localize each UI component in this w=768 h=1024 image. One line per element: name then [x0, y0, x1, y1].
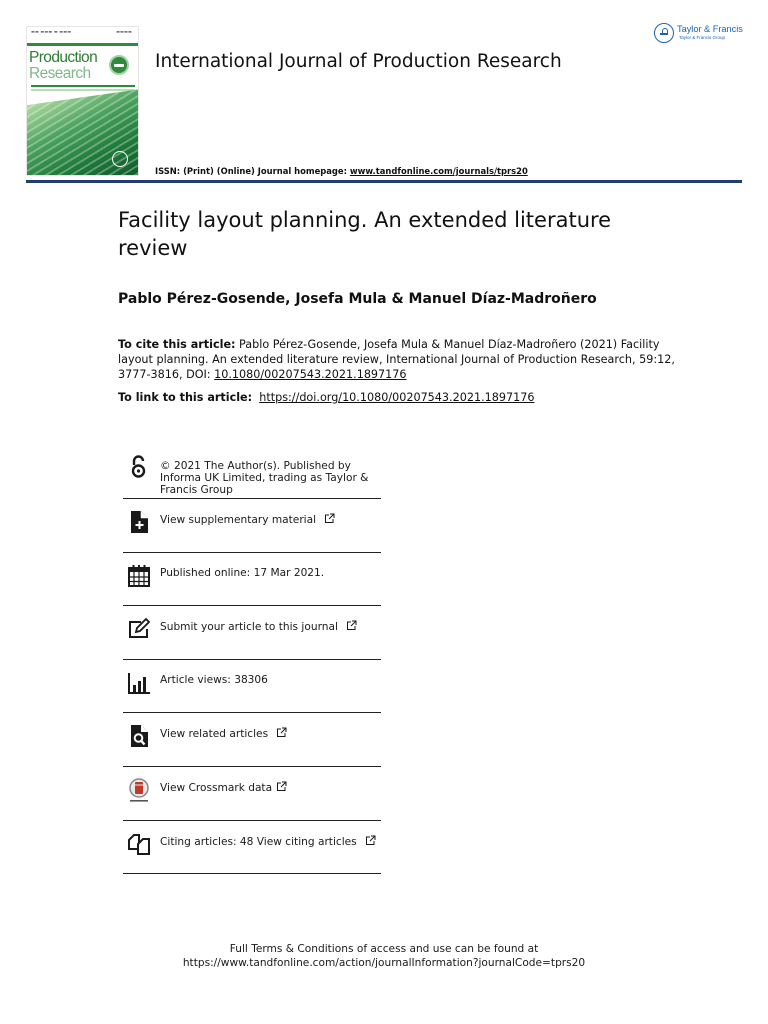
add-file-icon — [127, 510, 151, 534]
bar-chart-icon — [127, 671, 151, 695]
search-document-icon — [127, 724, 151, 748]
article-info-list — [123, 450, 381, 874]
external-link-icon — [276, 781, 287, 792]
cite-text: Pablo Pérez-Gosende, Josefa Mula & Manuel Díaz-Madroñero (2021) Facility layout planning. An extended literature review, International Journal of Production Research, 59:12, 3777-3816, DOI: — [118, 338, 675, 382]
views-item — [123, 660, 381, 714]
submit-article-link[interactable]: Submit your article to this journal — [160, 621, 338, 634]
citing-articles-link[interactable]: Citing articles: 48 View citing articles — [160, 835, 357, 848]
terms-text: Full Terms & Conditions of access and use can be found at — [229, 943, 539, 955]
journal-cover-image — [26, 26, 139, 176]
external-link-icon — [276, 727, 287, 738]
article-views: Article views: 38306 — [160, 673, 268, 686]
crossmark-item[interactable] — [123, 767, 381, 821]
article-doi-link[interactable]: https://doi.org/10.1080/00207543.2021.1897176 — [259, 391, 535, 404]
open-access-item — [123, 450, 381, 499]
article-authors: Pablo Pérez-Gosende, Josefa Mula & Manuel Díaz-Madroñero — [118, 291, 597, 307]
cover-issn-line: ▬▬▬▬ — [116, 29, 132, 34]
open-access-icon — [127, 454, 151, 478]
header-divider — [26, 180, 742, 183]
supplementary-link[interactable]: View supplementary material — [160, 514, 317, 526]
cover-publisher-icon — [112, 151, 128, 167]
cite-doi-link[interactable]: 10.1080/00207543.2021.1897176 — [214, 368, 407, 382]
journal-title: International Journal of Production Research — [155, 51, 562, 72]
taylor-francis-logo[interactable] — [653, 21, 753, 47]
submit-item[interactable] — [123, 606, 381, 660]
publisher-name: Taylor & Francis — [677, 24, 743, 34]
external-link-icon — [324, 513, 335, 524]
cover-title-word2: Research — [29, 65, 91, 82]
cover-stripe — [31, 85, 135, 87]
external-link-icon — [346, 620, 357, 631]
supplementary-item[interactable] — [123, 499, 381, 553]
published-item — [123, 553, 381, 607]
citing-item[interactable] — [123, 821, 381, 875]
cover-band — [27, 43, 138, 46]
external-link-icon — [365, 835, 376, 846]
terms-url[interactable]: https://www.tandfonline.com/action/journalInformation?journalCode=tprs20 — [182, 957, 586, 969]
cover-stripe-light — [31, 89, 135, 91]
journal-homepage-link[interactable]: www.tandfonline.com/journals/tprs20 — [349, 166, 528, 176]
article-title: Facility layout planning. An extended literature review — [118, 208, 612, 260]
publisher-tagline: Taylor & Francis Group — [679, 35, 726, 40]
cover-volume-line: ▬▬ ▬▬▬ ▬ ▬▬▬ — [31, 29, 72, 34]
edit-icon — [127, 617, 151, 641]
crossmark-link[interactable]: View Crossmark data — [160, 781, 273, 794]
related-item[interactable] — [123, 713, 381, 767]
article-link-line — [118, 391, 534, 404]
terms-footer — [0, 942, 768, 970]
taylor-francis-emblem-icon — [654, 23, 674, 43]
citing-documents-icon — [127, 832, 151, 856]
published-date: Published online: 17 Mar 2021. — [160, 566, 325, 579]
cover-title-word1: Production — [29, 49, 98, 66]
citation-block — [118, 337, 678, 383]
issn-line — [155, 166, 528, 176]
issn-text: ISSN: (Print) (Online) Journal homepage: — [155, 166, 350, 176]
cite-label: To cite this article: — [118, 338, 236, 351]
link-label: To link to this article: — [118, 391, 253, 404]
calendar-icon — [127, 564, 151, 588]
cover-seal-icon — [109, 55, 129, 75]
crossmark-icon — [127, 778, 151, 802]
related-articles-link[interactable]: View related articles — [160, 728, 269, 741]
open-access-text: © 2021 The Author(s). Published by Informa UK Limited, trading as Taylor & Francis Group — [160, 460, 369, 496]
